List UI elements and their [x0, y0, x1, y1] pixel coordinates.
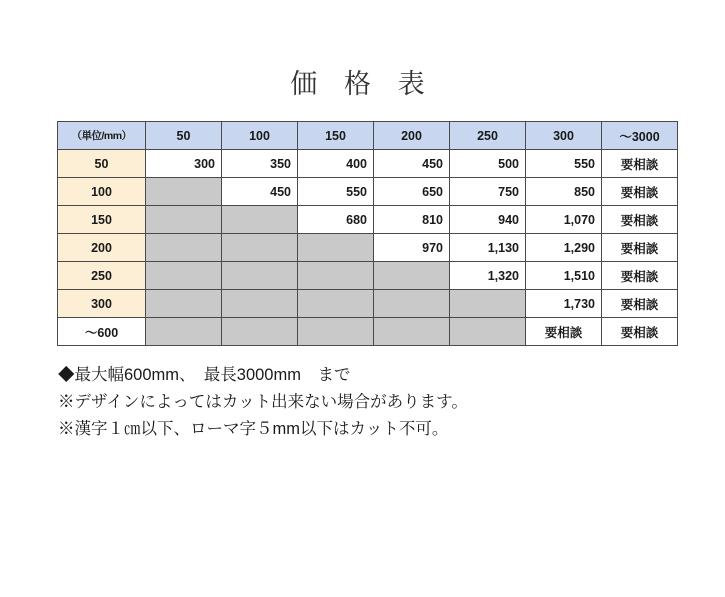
cell-200-50 [146, 234, 222, 262]
cell-200-150 [298, 234, 374, 262]
cell-150-150: 680 [298, 206, 374, 234]
cell-100-100: 450 [222, 178, 298, 206]
cell-150-250: 940 [450, 206, 526, 234]
column-header-150: 150 [298, 122, 374, 150]
table-row [58, 150, 678, 178]
row-header-250: 250 [58, 262, 146, 290]
column-header-50: 50 [146, 122, 222, 150]
cell-600-3000: 要相談 [602, 318, 678, 346]
cell-150-200: 810 [374, 206, 450, 234]
cell-250-200 [374, 262, 450, 290]
note-design-limit: ※デザインによってはカット出来ない場合があります。 [58, 393, 468, 411]
table-row [58, 178, 678, 206]
cell-250-150 [298, 262, 374, 290]
table-row [58, 290, 678, 318]
cell-100-300: 850 [526, 178, 602, 206]
cell-300-200 [374, 290, 450, 318]
cell-250-50 [146, 262, 222, 290]
row-header-50: 50 [58, 150, 146, 178]
cell-200-250: 1,130 [450, 234, 526, 262]
row-header-300: 300 [58, 290, 146, 318]
cell-300-300: 1,730 [526, 290, 602, 318]
cell-100-50 [146, 178, 222, 206]
cell-250-300: 1,510 [526, 262, 602, 290]
cell-50-250: 500 [450, 150, 526, 178]
table-row [58, 318, 678, 346]
cell-300-150 [298, 290, 374, 318]
cell-150-100 [222, 206, 298, 234]
cell-200-200: 970 [374, 234, 450, 262]
cell-100-150: 550 [298, 178, 374, 206]
cell-200-3000: 要相談 [602, 234, 678, 262]
page-title: 価 格 表 [290, 69, 435, 99]
cell-600-300: 要相談 [526, 318, 602, 346]
row-header-200: 200 [58, 234, 146, 262]
cell-100-250: 750 [450, 178, 526, 206]
row-header-150: 150 [58, 206, 146, 234]
cell-300-50 [146, 290, 222, 318]
cell-150-300: 1,070 [526, 206, 602, 234]
cell-100-200: 650 [374, 178, 450, 206]
notes-block [58, 362, 698, 443]
table-row [58, 234, 678, 262]
cell-300-3000: 要相談 [602, 290, 678, 318]
table-row [58, 206, 678, 234]
cell-200-100 [222, 234, 298, 262]
cell-50-150: 400 [298, 150, 374, 178]
cell-600-50 [146, 318, 222, 346]
column-header-100: 100 [222, 122, 298, 150]
cell-300-250 [450, 290, 526, 318]
column-header-3000: 〜3000 [602, 122, 678, 150]
cell-250-3000: 要相談 [602, 262, 678, 290]
cell-600-150 [298, 318, 374, 346]
column-header-200: 200 [374, 122, 450, 150]
cell-250-250: 1,320 [450, 262, 526, 290]
cell-300-100 [222, 290, 298, 318]
cell-50-3000: 要相談 [602, 150, 678, 178]
note-character-size-limit: ※漢字１㎝以下、ローマ字５mm以下はカット不可。 [58, 420, 449, 438]
price-table [57, 121, 678, 346]
table-row [58, 262, 678, 290]
cell-200-300: 1,290 [526, 234, 602, 262]
cell-600-100 [222, 318, 298, 346]
row-header-100: 100 [58, 178, 146, 206]
cell-150-50 [146, 206, 222, 234]
table-header-row [58, 122, 678, 150]
cell-250-100 [222, 262, 298, 290]
column-header-300: 300 [526, 122, 602, 150]
cell-600-200 [374, 318, 450, 346]
column-header-250: 250 [450, 122, 526, 150]
cell-600-250 [450, 318, 526, 346]
cell-150-3000: 要相談 [602, 206, 678, 234]
cell-50-50: 300 [146, 150, 222, 178]
cell-50-300: 550 [526, 150, 602, 178]
note-max-size: ◆最大幅600mm、 最長3000mm まで [58, 366, 351, 384]
cell-50-200: 450 [374, 150, 450, 178]
table-corner-label: （単位/mm） [58, 122, 146, 150]
row-header-600: 〜600 [58, 318, 146, 346]
cell-100-3000: 要相談 [602, 178, 678, 206]
cell-50-100: 350 [222, 150, 298, 178]
